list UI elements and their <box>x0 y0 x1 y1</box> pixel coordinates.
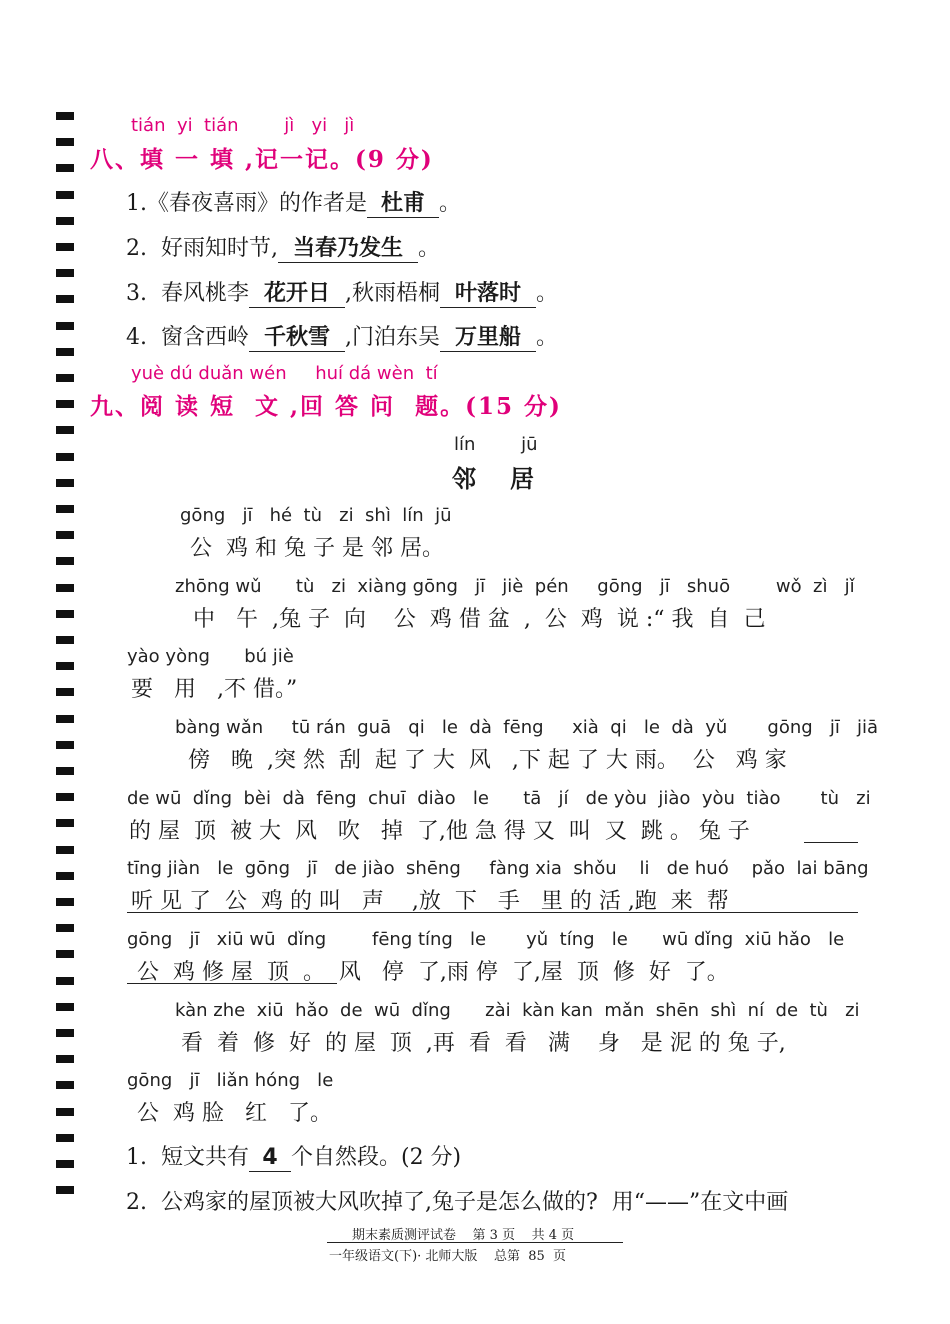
passage-pinyin-8: kàn zhe xiū hǎo de wū dǐng zài kàn kan mǎn shēn shì ní de tù zi <box>175 1000 860 1021</box>
margin-mark <box>56 1003 74 1011</box>
passage-line-8: 看 着 修 好 的 屋 顶 ,再 看 看 满 身 是 泥 的 兔 子, <box>181 1031 786 1056</box>
passage-pinyin-2: zhōng wǔ tù zi xiàng gōng jī jiè pén gōng jī shuō wǒ zì jǐ <box>175 576 855 597</box>
margin-mark <box>56 1134 74 1142</box>
question-8-2: 2. 好雨知时节, 当春乃发生 。 <box>126 236 440 261</box>
margin-mark <box>56 322 74 330</box>
answer-8-1: 杜甫 <box>367 191 439 218</box>
passage-pinyin-7: gōng jī xiū wū dǐng fēng tíng le yǔ tíng le wū dǐng xiū hǎo le <box>127 929 845 950</box>
passage-pinyin-1: gōng jī hé tù zi shì lín jū <box>180 505 452 526</box>
margin-mark <box>56 1081 74 1089</box>
margin-mark <box>56 662 74 670</box>
margin-mark <box>56 557 74 565</box>
margin-mark <box>56 715 74 723</box>
margin-mark <box>56 531 74 539</box>
underline-5 <box>804 842 858 843</box>
margin-mark <box>56 217 74 225</box>
margin-mark <box>56 688 74 696</box>
margin-mark <box>56 610 74 618</box>
margin-mark <box>56 269 74 277</box>
answer-8-4b: 万里船 <box>440 325 536 352</box>
passage-line-7: 公 鸡 修 屋 顶 。 风 停 了,雨 停 了,屋 顶 修 好 了。 <box>137 960 729 985</box>
question-8-3: 3. 春风桃李 花开日 ,秋雨梧桐 叶落时 。 <box>126 281 558 306</box>
margin-mark <box>56 793 74 801</box>
passage-pinyin-3: yào yòng bú jiè <box>127 646 294 667</box>
passage-pinyin-9: gōng jī liǎn hóng le <box>127 1070 334 1091</box>
margin-mark <box>56 243 74 251</box>
margin-mark <box>56 1108 74 1116</box>
footer-book-info: 一年级语文(下)· 北师大版 总第 85 页 <box>329 1249 567 1264</box>
margin-mark <box>56 505 74 513</box>
section9-pinyin: yuè dú duǎn wén huí dá wèn tí <box>131 363 438 384</box>
margin-mark <box>56 191 74 199</box>
passage-line-4: 傍 晚 ,突 然 刮 起 了 大 风 ,下 起 了 大 雨。 公 鸡 家 <box>188 748 787 773</box>
margin-mark <box>56 1055 74 1063</box>
margin-mark <box>56 977 74 985</box>
margin-mark <box>56 950 74 958</box>
passage-pinyin-6: tīng jiàn le gōng jī de jiào shēng fàng xia shǒu li de huó pǎo lai bāng <box>127 858 869 879</box>
passage-title: 邻居 <box>452 464 568 493</box>
underline-7 <box>127 983 337 984</box>
margin-mark <box>56 584 74 592</box>
passage-line-5: 的 屋 顶 被 大 风 吹 掉 了,他 急 得 又 叫 又 跳 。 兔 子 <box>129 819 750 844</box>
question-9-1: 1. 短文共有 4 个自然段。(2 分) <box>126 1145 462 1170</box>
passage-line-1: 公 鸡 和 兔 子 是 邻 居。 <box>190 536 444 561</box>
margin-mark <box>56 846 74 854</box>
margin-mark <box>56 400 74 408</box>
margin-mark <box>56 898 74 906</box>
question-9-2: 2. 公鸡家的屋顶被大风吹掉了,兔子是怎么做的? 用“——”在文中画 <box>126 1190 789 1215</box>
passage-title-pinyin: lín jū <box>454 434 538 455</box>
question-8-1: 1.《春夜喜雨》的作者是 杜甫 。 <box>126 191 462 216</box>
binding-margin-marks <box>56 112 74 1207</box>
underline-6 <box>127 912 858 913</box>
question-8-4: 4. 窗含西岭 千秋雪 ,门泊东吴 万里船 。 <box>126 325 558 350</box>
margin-mark <box>56 1186 74 1194</box>
passage-pinyin-4: bàng wǎn tū rán guā qi le dà fēng xià qi le dà yǔ gōng jī jiā <box>175 717 879 738</box>
passage-line-2: 中 午 ,兔 子 向 公 鸡 借 盆 , 公 鸡 说 :“ 我 自 己 <box>193 607 766 632</box>
answer-8-2: 当春乃发生 <box>278 236 418 263</box>
answer-8-4a: 千秋雪 <box>249 325 345 352</box>
margin-mark <box>56 819 74 827</box>
margin-mark <box>56 479 74 487</box>
margin-mark <box>56 636 74 644</box>
answer-9-1: 4 <box>249 1145 291 1172</box>
answer-8-3a: 花开日 <box>249 281 345 308</box>
margin-mark <box>56 426 74 434</box>
margin-mark <box>56 453 74 461</box>
margin-mark <box>56 1160 74 1168</box>
margin-mark <box>56 741 74 749</box>
passage-line-9: 公 鸡 脸 红 了。 <box>137 1101 332 1126</box>
margin-mark <box>56 112 74 120</box>
margin-mark <box>56 295 74 303</box>
footer-divider <box>327 1242 623 1243</box>
margin-mark <box>56 767 74 775</box>
margin-mark <box>56 348 74 356</box>
footer-page-info: 期末素质测评试卷 第 3 页 共 4 页 <box>352 1228 575 1243</box>
passage-line-6: 听 见 了 公 鸡 的 叫 声 ,放 下 手 里 的 活 ,跑 来 帮 <box>131 889 729 914</box>
margin-mark <box>56 872 74 880</box>
margin-mark <box>56 924 74 932</box>
margin-mark <box>56 164 74 172</box>
answer-8-3b: 叶落时 <box>440 281 536 308</box>
passage-line-3: 要 用 ,不 借。” <box>131 677 298 702</box>
margin-mark <box>56 138 74 146</box>
passage-pinyin-5: de wū dǐng bèi dà fēng chuī diào le tā jí de yòu jiào yòu tiào tù zi <box>127 788 871 809</box>
margin-mark <box>56 1029 74 1037</box>
margin-mark <box>56 374 74 382</box>
section9-heading: 九、阅 读 短 文 ,回 答 问 题。(15 分) <box>90 393 562 420</box>
section8-heading: 八、填 一 填 ,记一记。(9 分) <box>90 146 434 173</box>
section8-pinyin: tián yi tián jì yi jì <box>131 115 355 136</box>
